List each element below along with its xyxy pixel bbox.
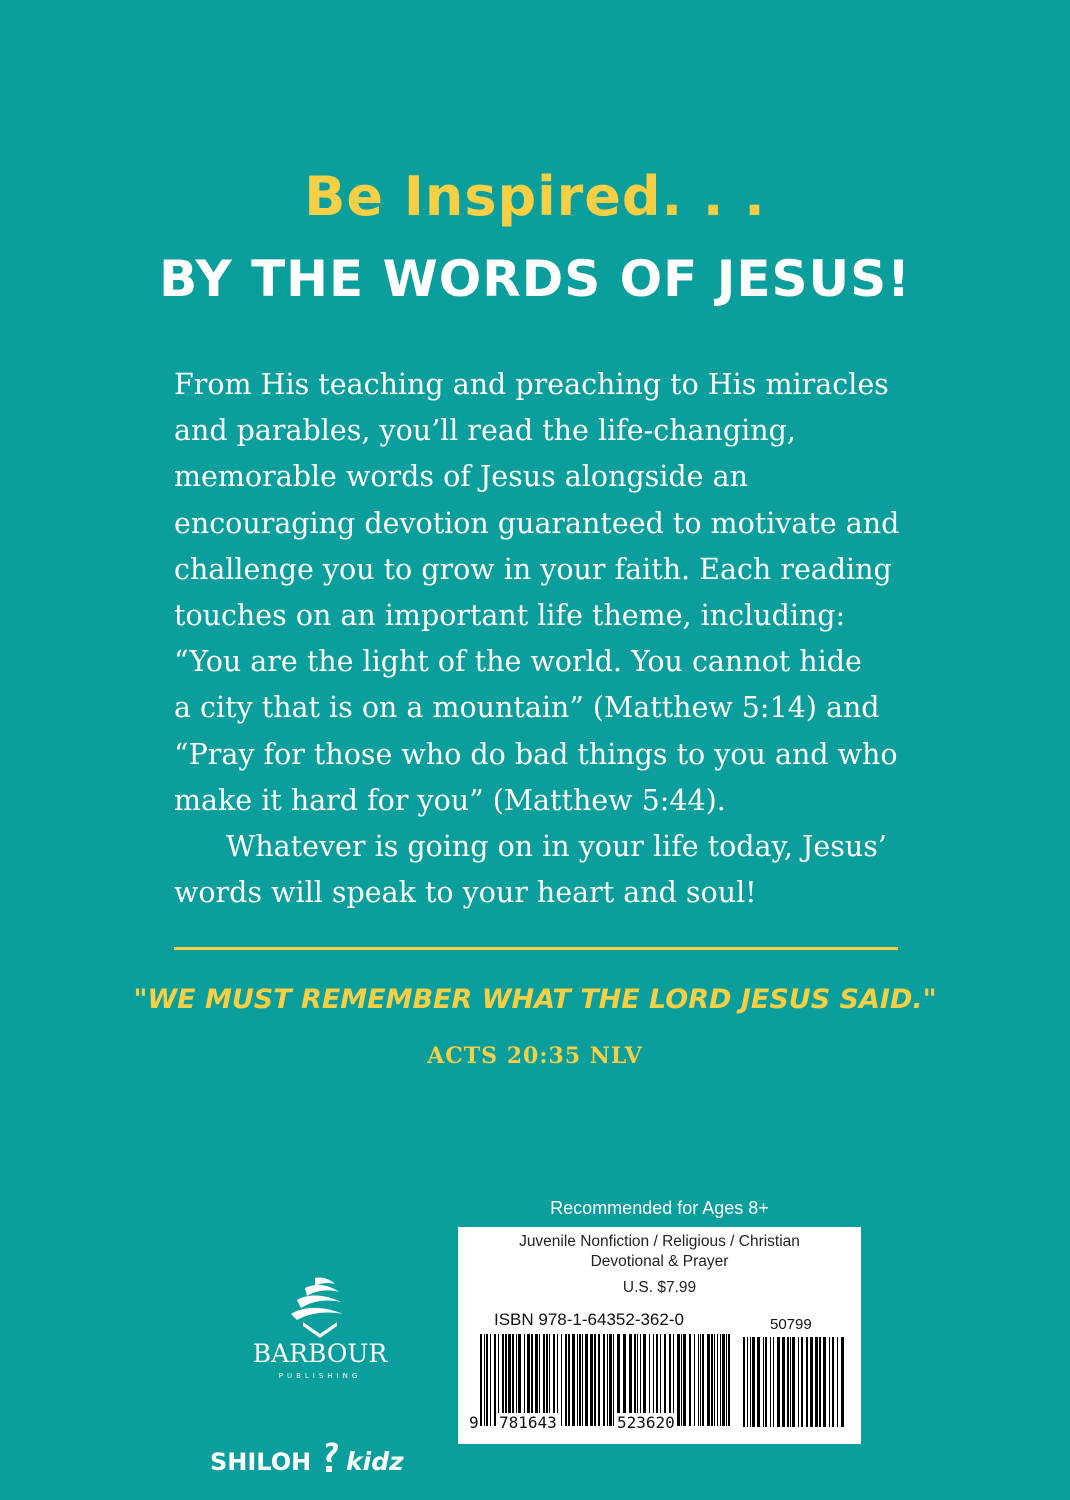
barcode-bar: [770, 1337, 771, 1427]
publishing-wordmark: PUBLISHING: [278, 1372, 362, 1380]
barcode-bar: [773, 1337, 774, 1427]
description-line: “Pray for those who do bad things to you and who: [174, 737, 898, 771]
barcode-bar: [582, 1334, 583, 1426]
barcode-bar: [568, 1334, 570, 1426]
description-line: a city that is on a mountain” (Matthew 5:14) and: [174, 691, 880, 725]
barcode-bar: [720, 1334, 721, 1426]
barcode-bar: [765, 1337, 767, 1427]
description-line: “You are the light of the world. You cannot hide: [174, 645, 862, 679]
barcode-bar: [579, 1334, 581, 1426]
barcode-bar: [790, 1337, 791, 1427]
barbour-publishing-logo: [245, 1270, 395, 1385]
barcode-bar: [694, 1334, 695, 1426]
barcode-bar: [603, 1334, 605, 1426]
description-paragraph-2: [174, 824, 904, 916]
barcode-bar: [681, 1334, 682, 1426]
barcode-bar: [590, 1334, 593, 1426]
barcode-bar: [806, 1337, 808, 1427]
barcode-bar: [577, 1334, 578, 1426]
shiloh-wordmark: SHILOH: [210, 1448, 312, 1476]
barcode-digit-lead: 9: [469, 1413, 479, 1432]
description-line: challenge you to grow in your faith. Each reading: [174, 552, 892, 586]
barcode-bar: [777, 1337, 780, 1427]
kidz-wordmark: kidz: [346, 1447, 404, 1476]
scripture-citation: ACTS 20:35 NLV: [427, 1043, 643, 1069]
barcode-bar: [565, 1334, 567, 1426]
barcode-digits-right: 523620: [617, 1413, 675, 1432]
barcode-bar: [815, 1337, 818, 1427]
headline-words-of-jesus: BY THE WORDS OF JESUS!: [159, 250, 911, 308]
barcode-bar: [480, 1334, 482, 1426]
description-line: and parables, you’ll read the life-changing,: [174, 414, 796, 448]
age-recommendation: Recommended for Ages 8+: [550, 1198, 769, 1218]
barcode-bar: [714, 1334, 715, 1426]
scripture-quote: "WE MUST REMEMBER WHAT THE LORD JESUS SAID.": [133, 984, 937, 1015]
shiloh-kidz-logo: [208, 1432, 438, 1482]
barcode-bar: [609, 1334, 612, 1426]
barcode-bar: [486, 1334, 488, 1426]
barcode-bar: [494, 1334, 496, 1426]
barcode-bar: [728, 1334, 730, 1426]
addon-barcode: [741, 1337, 849, 1427]
barcode-bar: [689, 1334, 691, 1426]
yellow-divider: [174, 947, 898, 950]
barcode-bar: [707, 1334, 710, 1426]
barcode-bar: [585, 1334, 588, 1426]
description-line: memorable words of Jesus alongside an: [174, 460, 748, 494]
barcode-bar: [743, 1337, 745, 1427]
shiloh-kidz-mark-icon: [326, 1442, 338, 1472]
barcode-bar: [490, 1334, 491, 1426]
barcode-bar: [750, 1337, 751, 1427]
barcode-bar: [787, 1337, 789, 1427]
barcode-bar: [763, 1337, 764, 1427]
addon-code-label: 50799: [770, 1316, 812, 1333]
description-line: From His teaching and preaching to His miracles: [174, 368, 889, 401]
category-line-1: Juvenile Nonfiction / Religious / Christian: [519, 1233, 800, 1250]
barcode-bar: [717, 1334, 718, 1426]
description-line: encouraging devotion guaranteed to motivate and: [174, 506, 900, 540]
barcode-bar: [598, 1334, 600, 1426]
barcode-bar: [700, 1334, 701, 1426]
isbn-label: ISBN 978-1-64352-362-0: [494, 1310, 684, 1329]
barbour-wordmark: BARBOUR: [252, 1339, 388, 1368]
barcode-panel: [458, 1227, 861, 1444]
barcode-bar: [829, 1337, 830, 1427]
description-paragraph-1: [174, 362, 904, 824]
barcode-bar: [677, 1334, 680, 1426]
barcode-bar: [837, 1337, 838, 1427]
barcode-bar: [702, 1334, 704, 1426]
barcode-bar: [801, 1337, 803, 1427]
barcode-bar: [698, 1334, 699, 1426]
barcode-bar: [757, 1337, 760, 1427]
book-icon: [291, 1277, 343, 1338]
barcode-bar: [683, 1334, 686, 1426]
barcode-bar: [572, 1334, 575, 1426]
barcode-bar: [613, 1334, 614, 1426]
description-line: touches on an important life theme, including:: [174, 599, 846, 633]
barcode-bar: [810, 1337, 813, 1427]
barcode-bar: [798, 1337, 799, 1427]
barcode-bar: [711, 1334, 713, 1426]
category-line-2: Devotional & Prayer: [590, 1253, 729, 1270]
barcode-digits-left: 781643: [499, 1413, 557, 1432]
price-label: U.S. $7.99: [622, 1279, 697, 1296]
barcode-bar: [484, 1334, 485, 1426]
barcode-bar: [747, 1337, 748, 1427]
barcode-bar: [823, 1337, 826, 1427]
barcode-bar: [782, 1337, 785, 1427]
description-body: [174, 362, 904, 916]
barcode-bar: [841, 1337, 844, 1427]
description-line: Whatever is going on in your life today, Jesus’: [226, 830, 887, 864]
barcode-bar: [561, 1334, 562, 1426]
barcode-bar: [726, 1334, 727, 1426]
barcode-bar: [832, 1337, 834, 1427]
barcode-bar: [752, 1337, 755, 1427]
barcode-bar: [607, 1334, 608, 1426]
barcode-bar: [594, 1334, 596, 1426]
description-line: words will speak to your heart and soul!: [174, 876, 757, 910]
barcode-bar: [819, 1337, 821, 1427]
barcode-bar: [722, 1334, 725, 1426]
barcode-bar: [792, 1337, 795, 1427]
headline-be-inspired: Be Inspired. . .: [304, 165, 766, 228]
description-line: make it hard for you” (Matthew 5:44).: [174, 783, 726, 817]
